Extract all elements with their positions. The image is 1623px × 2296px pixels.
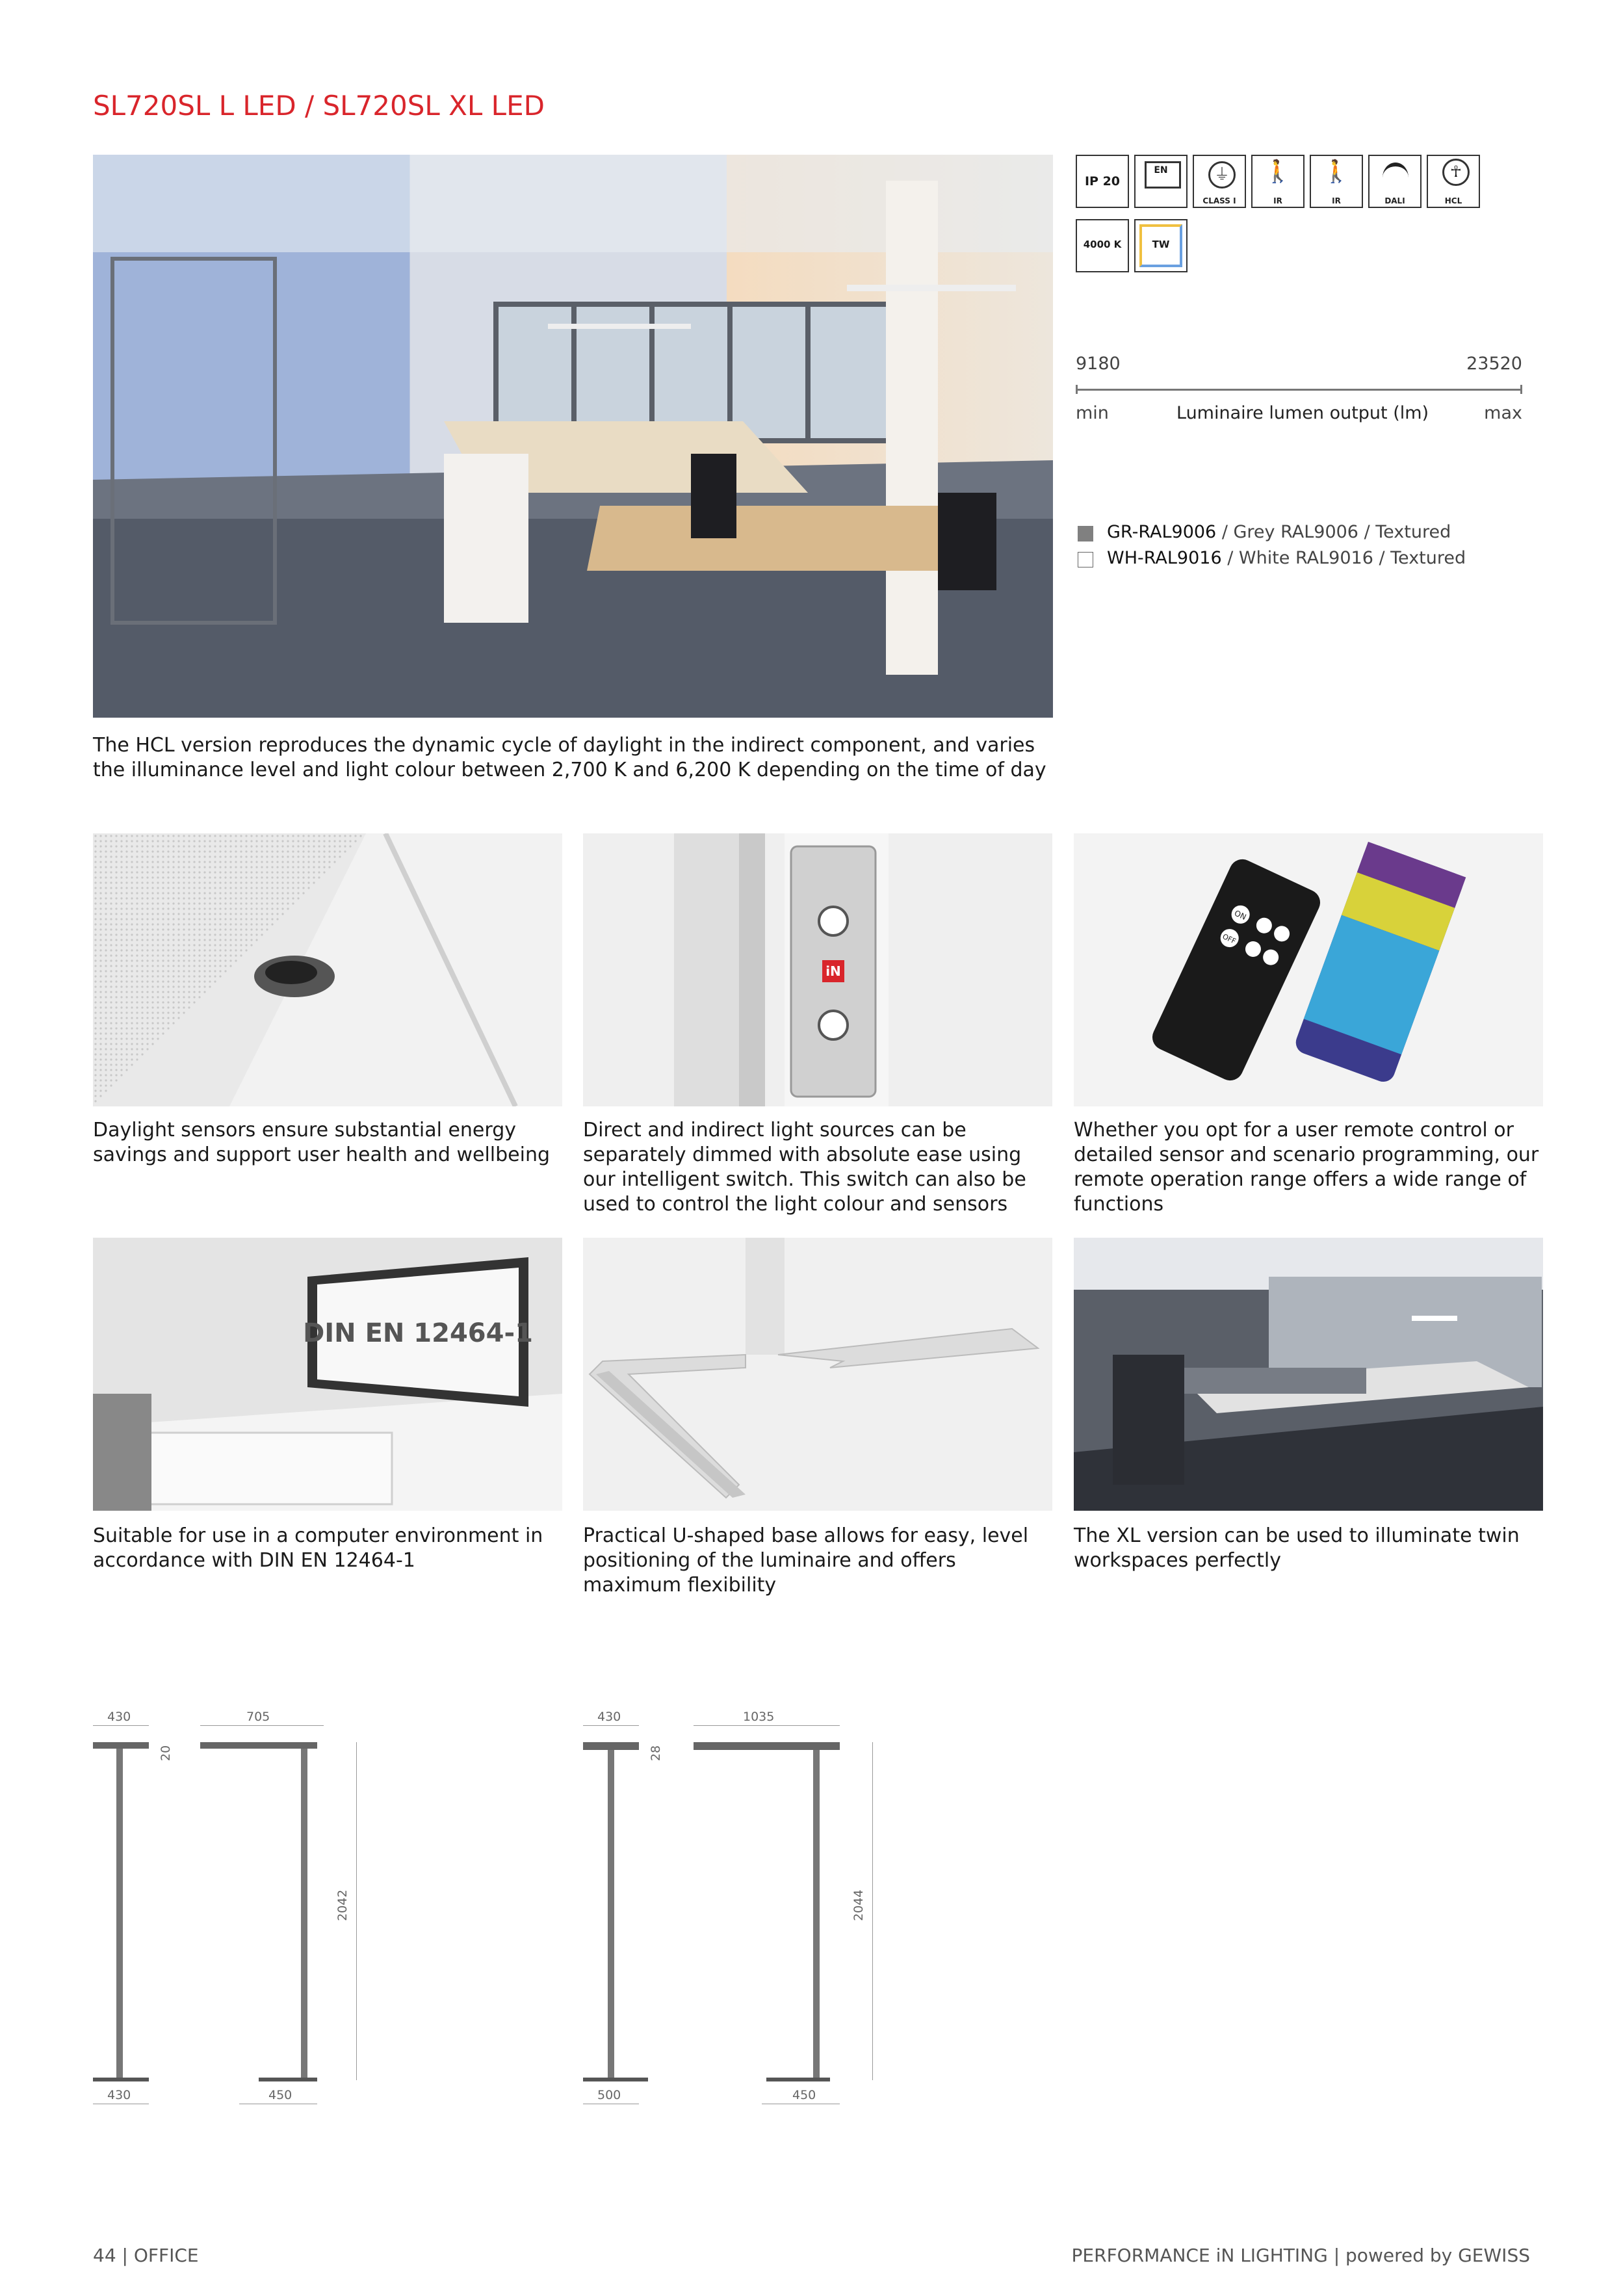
intelligent-switch-photo — [583, 833, 1052, 1106]
ir-sensor-icon: 🚶 IR — [1251, 155, 1305, 208]
footer-brand: PERFORMANCE iN LIGHTING | powered by GEWISS — [1071, 2245, 1530, 2266]
remote-on-label: ON — [1232, 908, 1248, 922]
dali-dimming-icon: DALI — [1368, 155, 1422, 208]
lumen-range-tick-max — [1520, 385, 1522, 394]
base-xl-side — [766, 2078, 830, 2081]
lumen-min-value: 9180 — [1076, 354, 1121, 374]
caption-u-base: Practical U-shaped base allows for easy, level positioning of the luminaire and offers maximum flexibility — [583, 1524, 1029, 1597]
dim-xl-head: 28 — [649, 1745, 664, 1762]
office-illustration — [93, 155, 1053, 718]
caption-remote: Whether you opt for a user remote control or detailed sensor and scenario programming, our remote operation range offers a wide range of functions — [1074, 1119, 1539, 1216]
en-monitor-icon: EN — [1134, 155, 1188, 208]
pole-l-side — [301, 1749, 307, 2080]
dim-l-base-right: 450 — [268, 2088, 292, 2102]
dim-line — [872, 1742, 873, 2080]
xl-twin-workspace-illustration — [1074, 1238, 1543, 1511]
footer-page: 44 | OFFICE — [93, 2245, 199, 2266]
u-base-illustration — [583, 1238, 1052, 1511]
daylight-sensor-photo — [93, 833, 562, 1106]
xl-twin-workspace-photo — [1074, 1238, 1543, 1511]
pole-xl-front — [608, 1750, 614, 2080]
dim-xl-top-left: 430 — [597, 1710, 621, 1724]
caption-din: Suitable for use in a computer environment in accordance with DIN EN 12464-1 — [93, 1524, 543, 1572]
base-xl-front — [583, 2078, 648, 2081]
drawing-xl-version — [583, 1703, 895, 2106]
caption-switch: Direct and indirect light sources can be separately dimmed with absolute ease using our intelligent switch. This switch can also be used to control the light colour and sensors — [583, 1119, 1026, 1216]
computer-environment-illustration — [93, 1238, 562, 1511]
pole-l-front — [116, 1749, 123, 2080]
remote-off-label: OFF — [1221, 932, 1238, 946]
caption-daylight: Daylight sensors ensure substantial energy savings and support user health and wellbeing — [93, 1119, 551, 1166]
dim-l-top-right: 705 — [246, 1710, 270, 1724]
finish-white: WH-RAL9016 / White RAL9016 / Textured — [1107, 548, 1466, 568]
hero-office-photo — [93, 155, 1053, 718]
u-base-photo — [583, 1238, 1052, 1511]
finish-swatch-grey — [1078, 526, 1093, 541]
lumen-max-value: 23520 — [1466, 354, 1522, 374]
finish-grey: GR-RAL9006 / Grey RAL9006 / Textured — [1107, 522, 1451, 542]
dim-l-base-left: 430 — [107, 2088, 131, 2102]
din-screen-text: DIN EN 12464-1 — [303, 1318, 533, 1348]
dim-xl-base-left: 500 — [597, 2088, 621, 2102]
remote-controls-illustration — [1074, 833, 1543, 1106]
lumen-min-label: min — [1076, 403, 1109, 423]
dim-line — [583, 1725, 639, 1726]
remote-controls-photo — [1074, 833, 1543, 1106]
daylight-sensor-illustration — [93, 833, 562, 1106]
dim-l-height: 2042 — [335, 1889, 350, 1922]
head-l-side — [200, 1742, 317, 1749]
switch-logo: iN — [825, 963, 841, 979]
page-title: SL720SL L LED / SL720SL XL LED — [93, 90, 545, 122]
lumen-range-tick-min — [1076, 385, 1078, 394]
dim-xl-height: 2044 — [851, 1889, 866, 1922]
finish-swatch-white — [1078, 552, 1093, 567]
head-xl-front — [583, 1742, 639, 1750]
pole-xl-side — [813, 1750, 820, 2080]
dim-l-head: 20 — [159, 1745, 174, 1762]
drawing-l-version — [93, 1703, 385, 2106]
caption-xl: The XL version can be used to illuminate twin workspaces perfectly — [1074, 1524, 1520, 1572]
dim-line — [356, 1742, 357, 2080]
hcl-human-icon: ☥ HCL — [1427, 155, 1480, 208]
hero-caption: The HCL version reproduces the dynamic cycle of daylight in the indirect component, and varies the illuminance level and light colour between 2,700 K and 6,200 K depending on the time of day — [93, 734, 1046, 781]
computer-environment-photo — [93, 1238, 562, 1511]
dim-xl-base-right: 450 — [792, 2088, 816, 2102]
class-i-earth-icon: ⏚ CLASS I — [1193, 155, 1246, 208]
head-xl-side — [694, 1742, 840, 1750]
intelligent-switch-illustration — [583, 833, 1052, 1106]
base-l-front — [93, 2078, 149, 2081]
tunable-white-icon: TW — [1134, 219, 1188, 272]
dim-l-top-left: 430 — [107, 1710, 131, 1724]
ip20-icon: IP 20 — [1076, 155, 1129, 208]
lumen-max-label: max — [1484, 403, 1522, 423]
lumen-range-line — [1076, 389, 1522, 391]
dim-line — [93, 1725, 149, 1726]
cct-4000k-icon: 4000 K — [1076, 219, 1129, 272]
ir-remote-icon: 🚶 IR — [1310, 155, 1363, 208]
dim-line — [200, 1725, 324, 1726]
head-l-front — [93, 1742, 149, 1749]
lumen-label: Luminaire lumen output (lm) — [1176, 403, 1429, 423]
dim-xl-top-right: 1035 — [743, 1710, 775, 1724]
dim-line — [694, 1725, 840, 1726]
base-l-side — [259, 2078, 317, 2081]
